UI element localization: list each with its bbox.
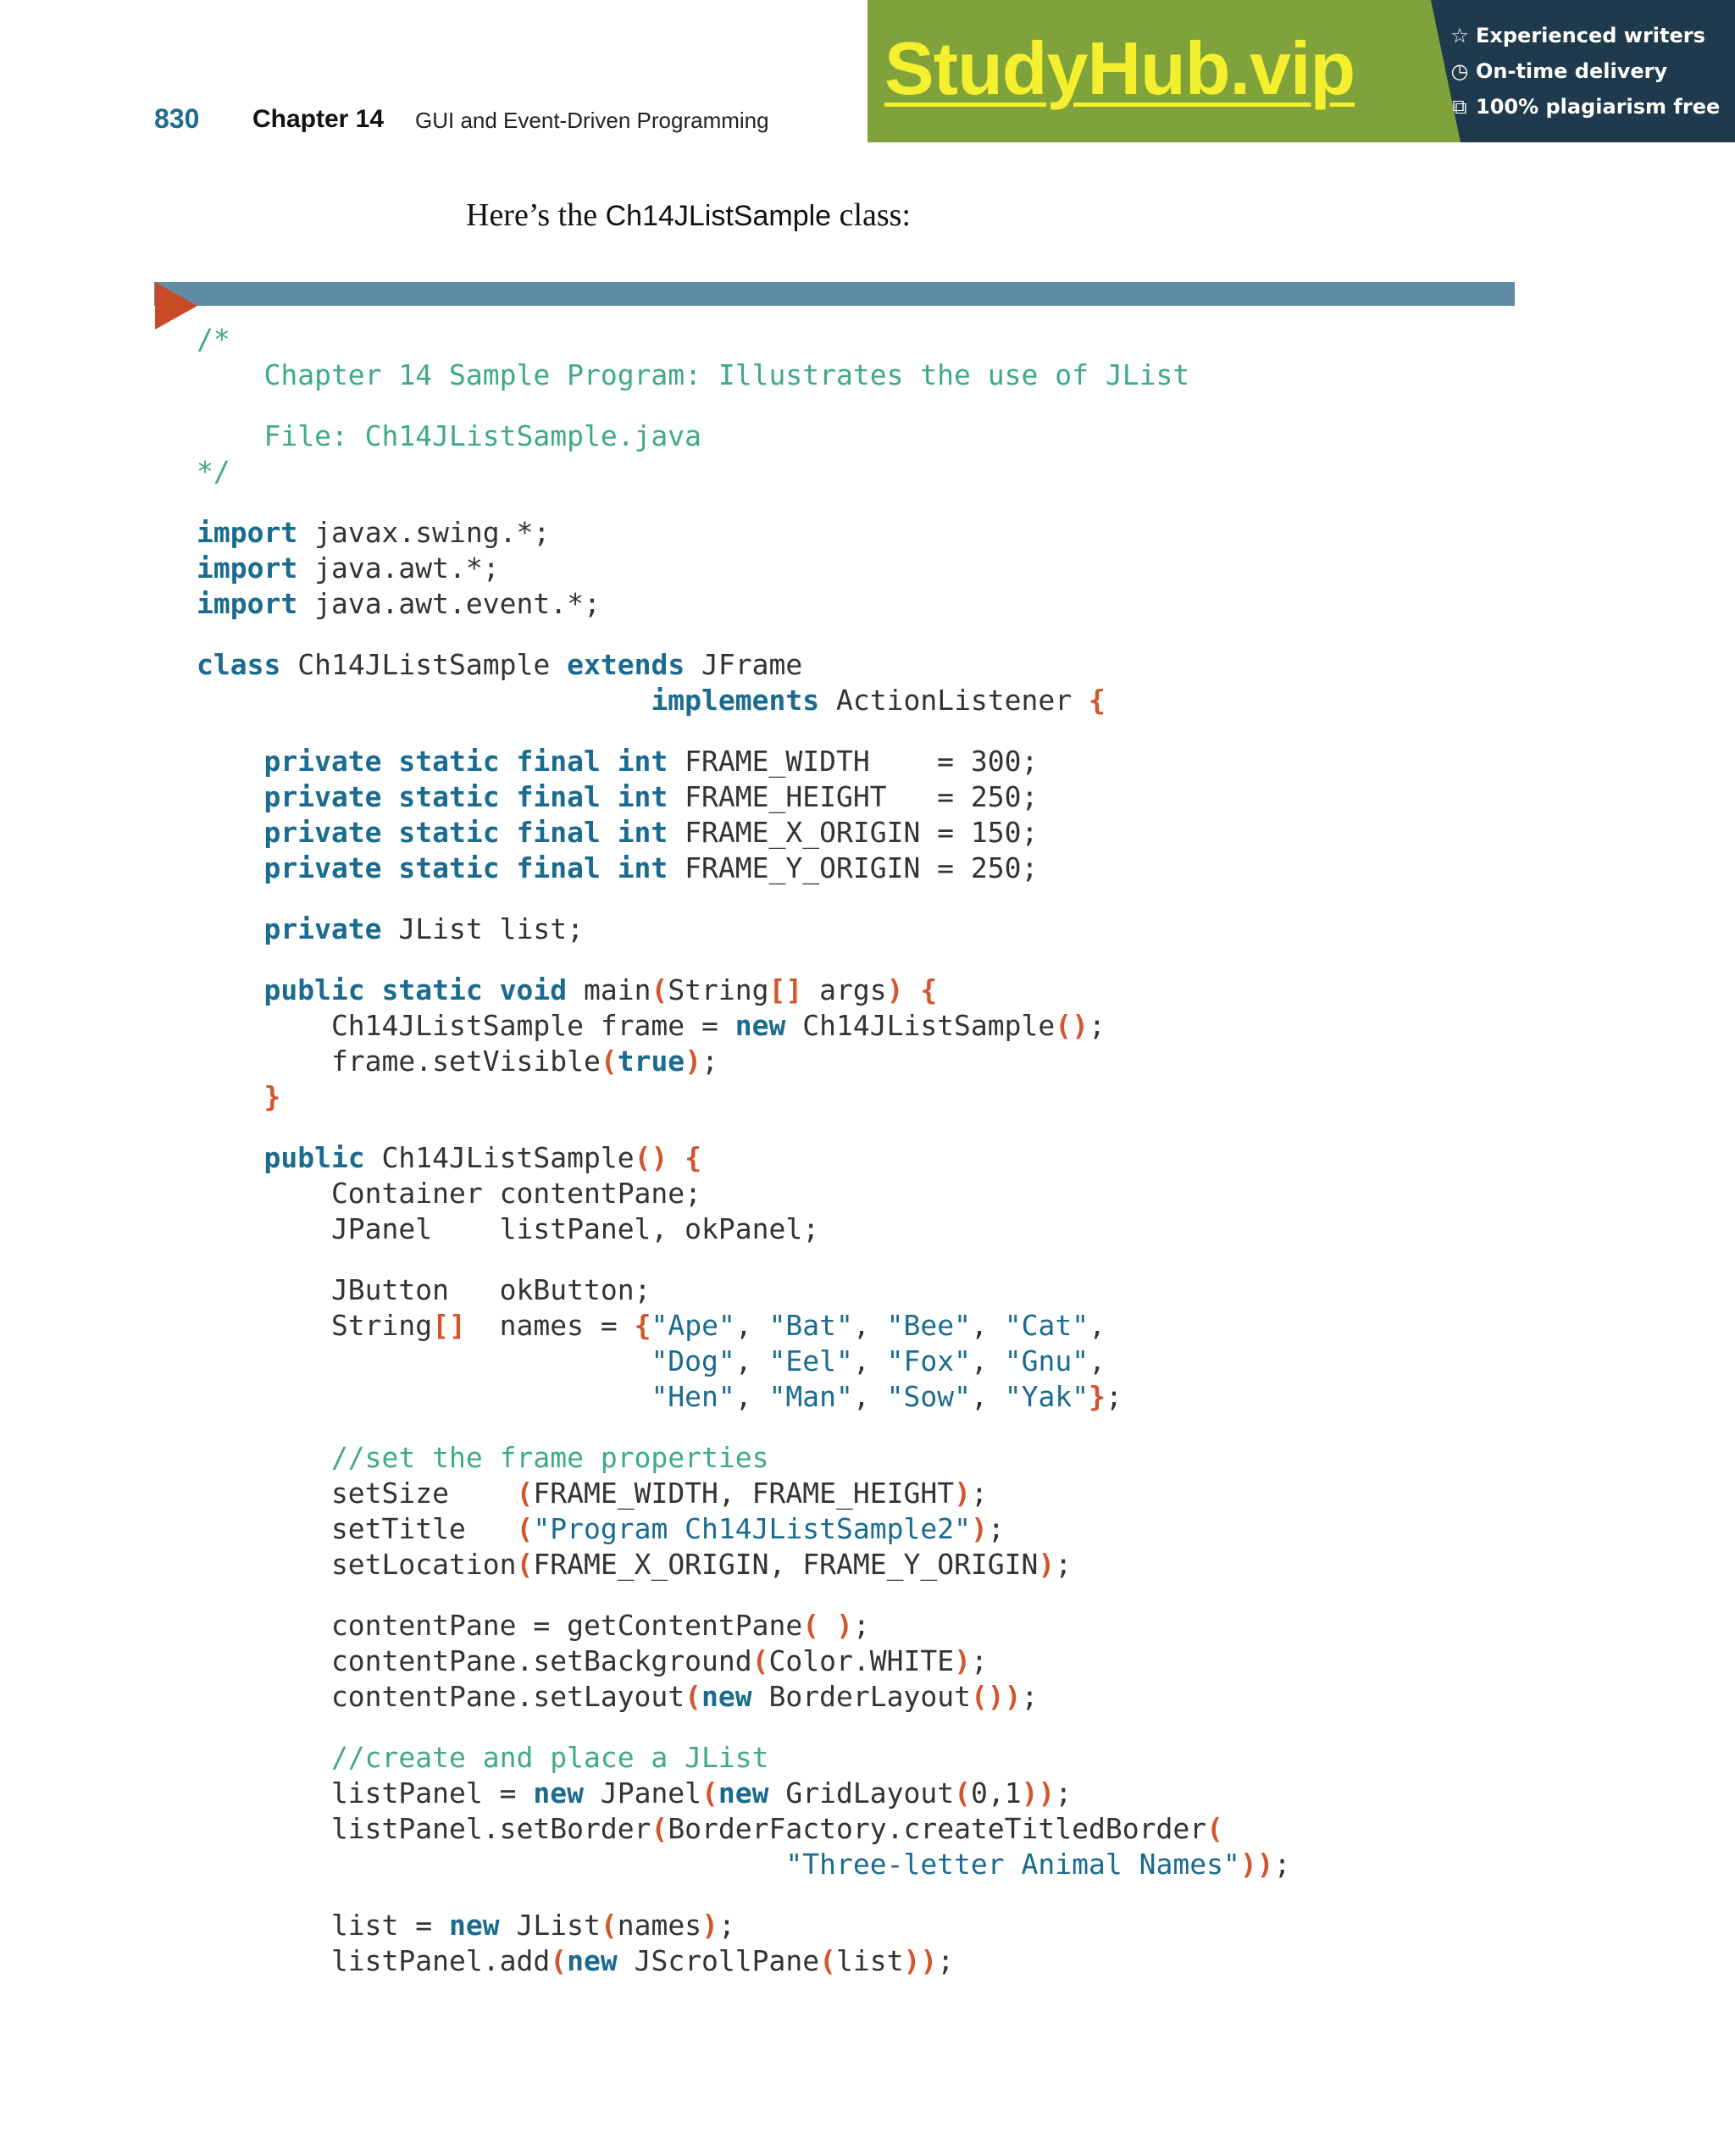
code-token: JButton okButton;: [197, 1273, 651, 1306]
code-token: //set the frame properties: [197, 1441, 769, 1474]
code-token: Ch14JListSample: [364, 1141, 635, 1174]
code-line: [197, 744, 1290, 779]
code-token: javax.swing.*;: [297, 516, 551, 549]
code-token: (: [651, 973, 668, 1006]
code-token: ;: [970, 1477, 988, 1510]
code-token: contentPane = getContentPane: [197, 1609, 803, 1642]
code-token: (: [685, 1680, 702, 1713]
code-token: import: [197, 587, 298, 620]
code-token: (: [701, 1776, 718, 1810]
code-token: setLocation: [197, 1548, 517, 1581]
code-line: [197, 647, 1290, 683]
code-line: [197, 1440, 1290, 1476]
code-blank-line: [197, 1247, 1290, 1272]
brand-logo[interactable]: StudyHub.vip: [884, 26, 1355, 110]
code-token: ,: [1089, 1309, 1106, 1342]
code-token: JScrollPane: [617, 1944, 820, 1977]
code-token: import: [197, 516, 298, 549]
code-token: ): [954, 1477, 971, 1510]
intro-suffix: class:: [831, 197, 912, 233]
code-token: (: [954, 1776, 971, 1810]
code-token: public: [197, 1141, 365, 1174]
code-token: []: [768, 973, 803, 1006]
code-token: extends: [567, 648, 685, 681]
code-token: import: [197, 551, 298, 585]
code-listing-arrow-icon: [155, 282, 197, 330]
code-token: ): [701, 1909, 718, 1942]
code-blank-line: [197, 1715, 1290, 1740]
code-token: BorderLayout: [751, 1680, 971, 1713]
code-token: new: [718, 1776, 769, 1810]
code-token: new: [701, 1680, 752, 1713]
code-token: ,: [852, 1309, 887, 1342]
code-line: [197, 357, 1290, 393]
code-token: JFrame: [685, 648, 803, 681]
ad-banner[interactable]: [868, 0, 1735, 142]
code-line: [197, 454, 1290, 490]
code-line: [197, 1079, 1290, 1115]
feature-on-time-delivery: [1449, 59, 1667, 83]
code-token: (): [634, 1141, 668, 1174]
code-token: class: [197, 648, 281, 681]
code-blank-line: [197, 1115, 1290, 1140]
star-icon: ☆: [1450, 24, 1469, 47]
code-line: [197, 1140, 1290, 1176]
code-token: [668, 1141, 685, 1174]
code-line: [197, 1643, 1290, 1679]
code-token: (: [600, 1909, 618, 1942]
code-line: [197, 1008, 1290, 1044]
code-line: [197, 1679, 1290, 1715]
code-token: [197, 1848, 785, 1881]
code-token: FRAME_X_ORIGIN, FRAME_Y_ORIGIN: [533, 1548, 1039, 1581]
feature-plagiarism-free: [1449, 95, 1720, 119]
code-line: [197, 1776, 1290, 1811]
code-token: private static final int: [197, 816, 668, 849]
code-token: private static final int: [197, 745, 668, 778]
code-listing-bar: [154, 282, 1515, 306]
code-token: ;: [1021, 1680, 1039, 1713]
code-line: [197, 1511, 1290, 1547]
code-token: FRAME_WIDTH = 300;: [668, 745, 1039, 778]
code-token: ): [685, 1045, 702, 1078]
code-line: [197, 1811, 1290, 1847]
code-line: [197, 1547, 1290, 1582]
code-token: File: Ch14JListSample.java: [197, 419, 702, 452]
code-token: )): [903, 1944, 938, 1977]
code-token: BorderFactory.createTitledBorder: [668, 1812, 1207, 1845]
code-token: //create and place a JList: [197, 1741, 769, 1774]
code-token: "Program Ch14JListSample2": [533, 1512, 971, 1545]
code-token: (: [600, 1045, 618, 1078]
code-token: "Hen": [651, 1380, 735, 1413]
code-token: }: [197, 1080, 281, 1113]
code-token: ( ): [802, 1609, 853, 1642]
code-line: [197, 1847, 1290, 1882]
code-token: listPanel =: [197, 1776, 534, 1810]
page-number: 830: [154, 103, 200, 134]
chapter-title: GUI and Event-Driven Programming: [415, 108, 769, 133]
code-blank-line: [197, 490, 1290, 515]
code-line: [197, 1476, 1290, 1511]
code-line: [197, 1379, 1290, 1415]
code-token: ;: [1089, 1009, 1106, 1042]
code-token: list: [836, 1944, 904, 1977]
code-token: ,: [970, 1344, 1005, 1377]
code-token: [197, 1380, 651, 1413]
code-token: Container contentPane;: [197, 1177, 702, 1210]
code-blank-line: [197, 1582, 1290, 1608]
code-token: "Sow": [886, 1380, 971, 1413]
code-token: ;: [718, 1909, 735, 1942]
code-token: ()): [970, 1680, 1022, 1713]
code-token: contentPane.setBackground: [197, 1644, 752, 1677]
code-token: Ch14JListSample: [785, 1009, 1056, 1042]
code-token: ,: [970, 1380, 1005, 1413]
code-token: private static final int: [197, 780, 668, 813]
code-token: contentPane.setLayout: [197, 1680, 685, 1713]
code-token: ;: [1055, 1776, 1073, 1810]
code-token: JPanel listPanel, okPanel;: [197, 1212, 820, 1245]
code-blank-line: [197, 622, 1290, 647]
code-token: ,: [734, 1344, 769, 1377]
code-token: ;: [852, 1609, 870, 1642]
code-line: [197, 779, 1290, 815]
code-line: [197, 1211, 1290, 1247]
code-token: ): [954, 1644, 971, 1677]
code-token: String: [197, 1309, 433, 1342]
code-token: Chapter 14 Sample Program: Illustrates the use of JList: [197, 358, 1190, 391]
chapter-label: Chapter 14: [252, 105, 385, 133]
code-token: "Gnu": [1004, 1344, 1089, 1377]
code-token: FRAME_HEIGHT = 250;: [668, 780, 1039, 813]
code-token: ;: [937, 1944, 955, 1977]
code-token: setSize: [197, 1477, 517, 1510]
code-token: new: [567, 1944, 618, 1977]
code-token: (): [1055, 1009, 1089, 1042]
code-token: "Bat": [768, 1309, 853, 1342]
code-token: "Yak": [1004, 1380, 1089, 1413]
feature-label: Experienced writers: [1476, 24, 1705, 47]
code-token: "Man": [768, 1380, 853, 1413]
code-token: public static void: [197, 973, 568, 1006]
code-token: java.awt.*;: [297, 551, 500, 585]
code-line: [197, 1740, 1290, 1776]
code-line: [197, 1176, 1290, 1211]
intro-sentence: [466, 197, 911, 234]
code-token: [197, 1344, 651, 1377]
code-token: ): [970, 1512, 988, 1545]
code-line: [197, 418, 1290, 454]
code-line: [197, 1272, 1290, 1308]
code-blank-line: [197, 886, 1290, 912]
code-line: [197, 1943, 1290, 1979]
code-line: [197, 815, 1290, 851]
code-line: [197, 1608, 1290, 1643]
intro-class-name: Ch14JListSample: [605, 200, 832, 232]
code-token: (: [651, 1812, 668, 1845]
code-token: (: [516, 1512, 534, 1545]
code-token: frame.setVisible: [197, 1045, 601, 1078]
code-blank-line: [197, 393, 1290, 418]
code-line: [197, 1908, 1290, 1943]
code-line: [197, 586, 1290, 622]
code-token: list =: [197, 1909, 450, 1942]
code-token: FRAME_Y_ORIGIN = 250;: [668, 851, 1039, 884]
code-token: JList: [499, 1909, 601, 1942]
code-token: {: [920, 973, 938, 1006]
code-token: ;: [1105, 1380, 1122, 1413]
code-token: 0,1: [970, 1776, 1022, 1810]
code-token: (: [516, 1548, 534, 1581]
code-line: [197, 851, 1290, 886]
code-token: new: [533, 1776, 584, 1810]
code-token: (: [516, 1477, 534, 1510]
code-token: "Fox": [886, 1344, 971, 1377]
code-token: JList list;: [381, 912, 584, 945]
code-token: ): [1038, 1548, 1056, 1581]
code-token: setTitle: [197, 1512, 517, 1545]
intro-prefix: Here’s the: [466, 197, 606, 233]
code-token: [197, 684, 651, 717]
code-token: (: [550, 1944, 568, 1977]
code-token: */: [197, 455, 230, 488]
code-token: )): [1239, 1848, 1274, 1881]
code-token: /*: [197, 323, 230, 356]
code-token: listPanel.setBorder: [197, 1812, 651, 1845]
code-blank-line: [197, 718, 1290, 744]
code-token: ,: [852, 1344, 887, 1377]
feature-label: On-time delivery: [1476, 59, 1668, 83]
code-token: {: [634, 1309, 651, 1342]
copy-icon: ⧉: [1452, 95, 1467, 119]
code-token: names =: [465, 1309, 635, 1342]
code-line: [197, 683, 1290, 718]
code-token: Ch14JListSample: [280, 648, 568, 681]
code-line: [197, 551, 1290, 586]
code-token: )): [1021, 1776, 1056, 1810]
code-token: private static final int: [197, 851, 668, 884]
code-token: ;: [987, 1512, 1005, 1545]
code-token: "Ape": [651, 1309, 735, 1342]
code-token: implements: [651, 684, 820, 717]
code-token: "Cat": [1004, 1309, 1089, 1342]
code-token: "Three-letter Animal Names": [785, 1848, 1240, 1881]
code-token: "Eel": [768, 1344, 853, 1377]
code-token: ;: [1273, 1848, 1291, 1881]
code-token: JPanel: [583, 1776, 702, 1810]
feature-experienced-writers: [1449, 24, 1705, 47]
code-token: java.awt.event.*;: [297, 587, 601, 620]
code-token: main: [567, 973, 651, 1006]
code-line: [197, 515, 1290, 551]
code-token: ): [886, 973, 904, 1006]
code-line: [197, 1344, 1290, 1379]
code-line: [197, 912, 1290, 947]
code-token: new: [449, 1909, 500, 1942]
clock-icon: ◷: [1450, 59, 1469, 83]
code-token: (: [1206, 1812, 1223, 1845]
code-line: [197, 322, 1290, 357]
code-token: ,: [734, 1309, 769, 1342]
code-token: FRAME_X_ORIGIN = 150;: [668, 816, 1039, 849]
code-token: (: [819, 1944, 837, 1977]
code-blank-line: [197, 947, 1290, 973]
code-token: "Dog": [651, 1344, 735, 1377]
code-line: [197, 973, 1290, 1008]
code-line: [197, 1308, 1290, 1344]
code-token: Color.WHITE: [768, 1644, 955, 1677]
code-token: true: [617, 1045, 685, 1078]
code-token: [904, 973, 921, 1006]
code-token: }: [1089, 1380, 1106, 1413]
code-token: names: [617, 1909, 702, 1942]
code-token: ,: [971, 1309, 1005, 1342]
code-token: private: [197, 912, 382, 945]
code-token: String: [668, 973, 769, 1006]
code-token: args: [802, 973, 887, 1006]
code-blank-line: [197, 1882, 1290, 1908]
code-token: {: [685, 1141, 702, 1174]
code-token: GridLayout: [768, 1776, 955, 1810]
feature-label: 100% plagiarism free: [1476, 95, 1721, 119]
code-token: ActionListener: [819, 684, 1089, 717]
code-token: listPanel.add: [197, 1944, 551, 1977]
code-line: [197, 1044, 1290, 1079]
code-token: []: [432, 1309, 466, 1342]
code-token: ;: [970, 1644, 988, 1677]
code-blank-line: [197, 1415, 1290, 1440]
banner-green-panel: [868, 0, 1461, 142]
code-token: new: [734, 1009, 786, 1042]
code-listing: [197, 322, 1290, 1979]
code-token: "Bee": [886, 1309, 971, 1342]
code-token: ,: [1089, 1344, 1106, 1377]
code-token: FRAME_WIDTH, FRAME_HEIGHT: [533, 1477, 955, 1510]
code-token: ,: [734, 1380, 769, 1413]
code-token: ;: [1055, 1548, 1073, 1581]
code-token: (: [751, 1644, 769, 1677]
code-token: Ch14JListSample frame =: [197, 1009, 735, 1042]
code-token: ;: [701, 1045, 718, 1078]
code-token: {: [1089, 684, 1106, 717]
code-token: ,: [852, 1380, 887, 1413]
